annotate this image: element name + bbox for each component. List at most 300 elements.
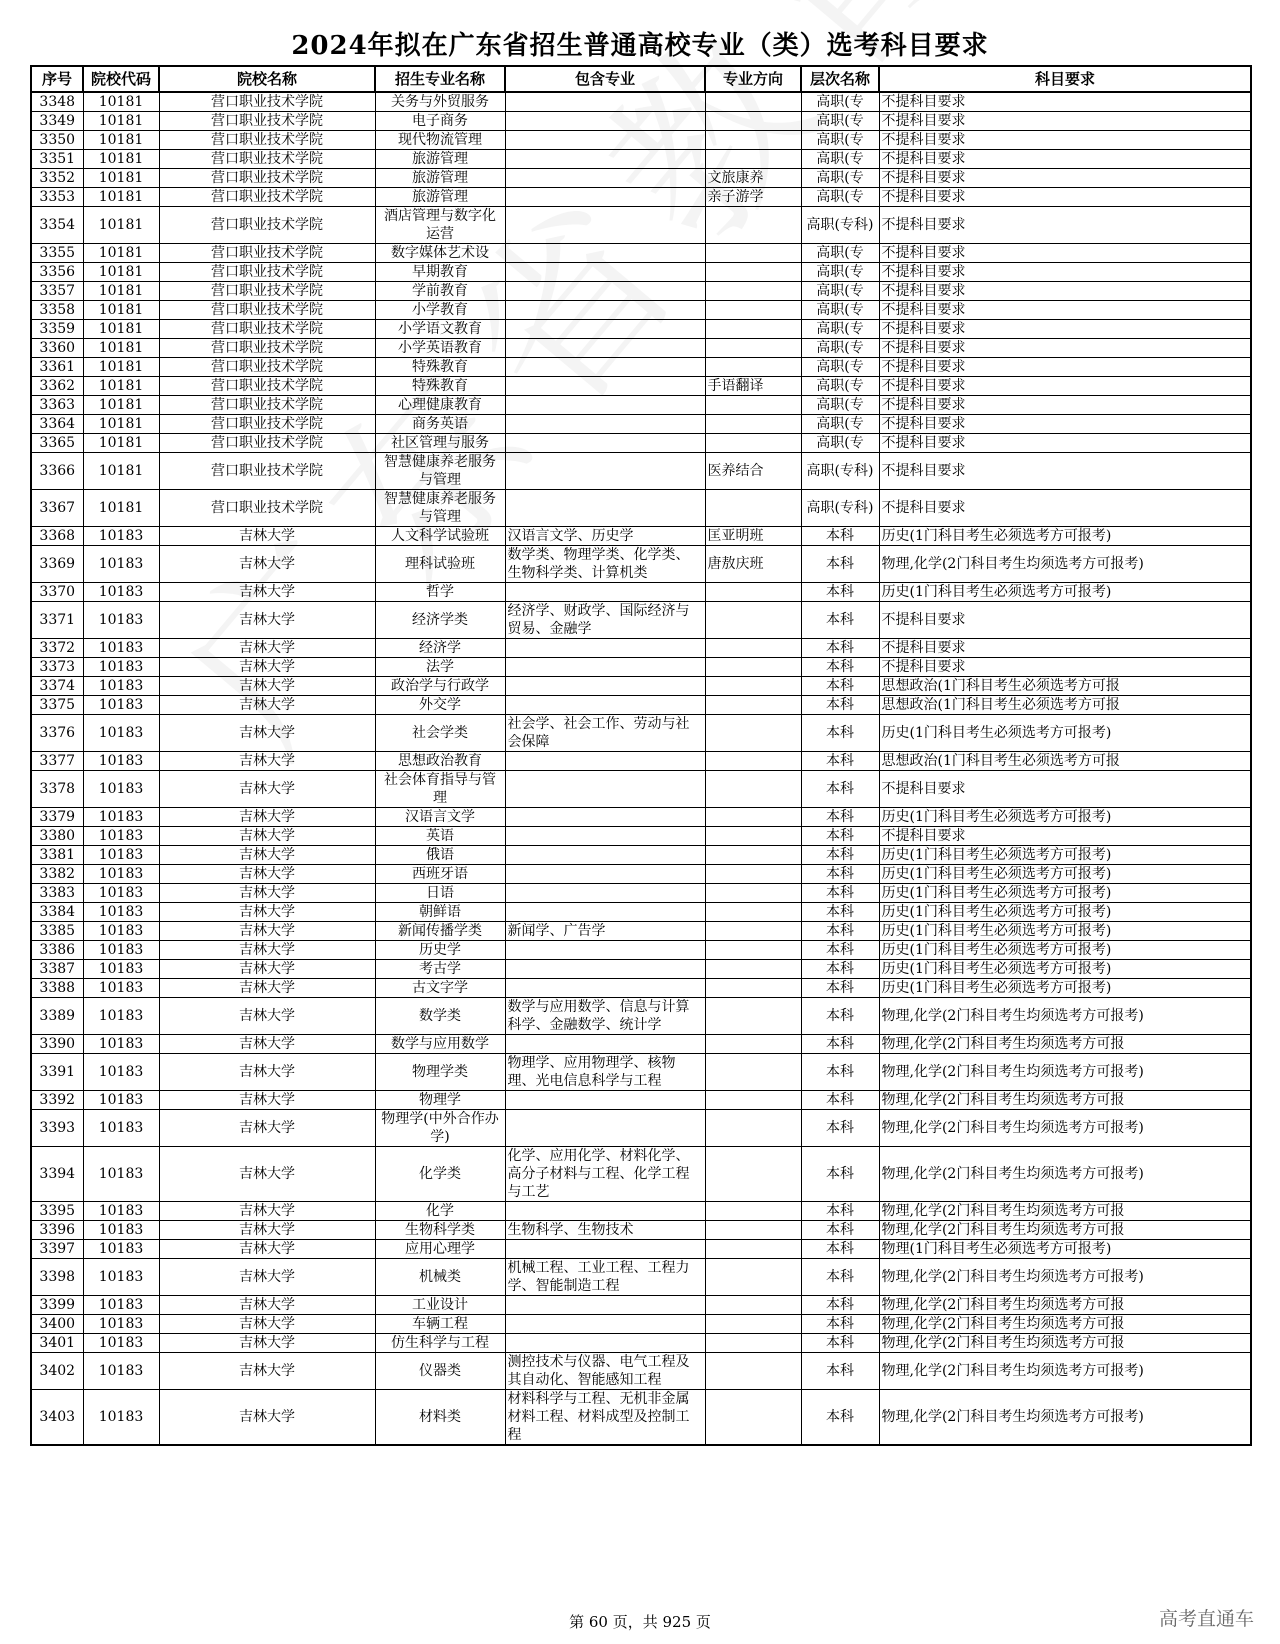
cell-included-majors: 物理学、应用物理学、核物理、光电信息科学与工程 — [505, 1054, 705, 1091]
cell-index: 3400 — [31, 1315, 83, 1334]
cell-level: 本科 — [801, 1390, 879, 1446]
cell-level: 本科 — [801, 1091, 879, 1110]
cell-school-name: 吉林大学 — [159, 979, 375, 998]
cell-direction — [705, 92, 801, 112]
cell-direction: 文旅康养 — [705, 169, 801, 188]
cell-school-name: 营口职业技术学院 — [159, 131, 375, 150]
cell-index: 3374 — [31, 677, 83, 696]
cell-included-majors — [505, 207, 705, 244]
cell-major-name: 新闻传播学类 — [375, 922, 505, 941]
cell-major-name: 考古学 — [375, 960, 505, 979]
cell-subject-requirement: 物理,化学(2门科目考生均须选考方可报 — [879, 1296, 1251, 1315]
cell-index: 3351 — [31, 150, 83, 169]
cell-school-name: 营口职业技术学院 — [159, 263, 375, 282]
cell-included-majors — [505, 358, 705, 377]
cell-school-code: 10183 — [83, 960, 159, 979]
cell-school-code: 10181 — [83, 207, 159, 244]
cell-school-name: 营口职业技术学院 — [159, 301, 375, 320]
cell-included-majors — [505, 1035, 705, 1054]
cell-index: 3371 — [31, 602, 83, 639]
cell-major-name: 小学语文教育 — [375, 320, 505, 339]
cell-subject-requirement: 物理,化学(2门科目考生均须选考方可报 — [879, 1334, 1251, 1353]
cell-school-name: 吉林大学 — [159, 827, 375, 846]
cell-school-name: 营口职业技术学院 — [159, 150, 375, 169]
cell-subject-requirement: 不提科目要求 — [879, 92, 1251, 112]
cell-direction — [705, 415, 801, 434]
cell-school-name: 吉林大学 — [159, 941, 375, 960]
table-header-row — [31, 66, 1251, 92]
cell-subject-requirement: 历史(1门科目考生必须选考方可报考) — [879, 884, 1251, 903]
cell-subject-requirement: 物理,化学(2门科目考生均须选考方可报考) — [879, 1110, 1251, 1147]
cell-included-majors: 经济学、财政学、国际经济与贸易、金融学 — [505, 602, 705, 639]
cell-level: 本科 — [801, 527, 879, 546]
table-row — [31, 1315, 1251, 1334]
cell-included-majors — [505, 1091, 705, 1110]
cell-subject-requirement: 不提科目要求 — [879, 415, 1251, 434]
table-row — [31, 1296, 1251, 1315]
cell-school-name: 吉林大学 — [159, 1035, 375, 1054]
cell-index: 3376 — [31, 715, 83, 752]
header-direction: 专业方向 — [705, 66, 801, 92]
cell-school-code: 10183 — [83, 998, 159, 1035]
cell-level: 本科 — [801, 639, 879, 658]
cell-level: 高职(专 — [801, 396, 879, 415]
cell-direction: 医养结合 — [705, 453, 801, 490]
header-subject-requirement: 科目要求 — [879, 66, 1251, 92]
table-row — [31, 92, 1251, 112]
cell-school-code: 10183 — [83, 865, 159, 884]
cell-index: 3390 — [31, 1035, 83, 1054]
cell-included-majors — [505, 696, 705, 715]
table-row — [31, 658, 1251, 677]
cell-school-code: 10183 — [83, 546, 159, 583]
cell-included-majors — [505, 771, 705, 808]
cell-major-name: 机械类 — [375, 1259, 505, 1296]
cell-index: 3357 — [31, 282, 83, 301]
cell-school-name: 吉林大学 — [159, 715, 375, 752]
cell-index: 3392 — [31, 1091, 83, 1110]
cell-school-code: 10183 — [83, 1221, 159, 1240]
cell-level: 高职(专 — [801, 244, 879, 263]
cell-school-name: 营口职业技术学院 — [159, 112, 375, 131]
cell-school-name: 吉林大学 — [159, 1110, 375, 1147]
cell-major-name: 特殊教育 — [375, 377, 505, 396]
table-row — [31, 903, 1251, 922]
cell-school-code: 10183 — [83, 1035, 159, 1054]
cell-direction — [705, 941, 801, 960]
cell-major-name: 思想政治教育 — [375, 752, 505, 771]
cell-major-name: 社会体育指导与管理 — [375, 771, 505, 808]
cell-direction — [705, 1035, 801, 1054]
brand-logo-text: 高考直通车 — [1158, 1608, 1254, 1630]
table-row — [31, 434, 1251, 453]
cell-school-code: 10181 — [83, 301, 159, 320]
cell-major-name: 旅游管理 — [375, 169, 505, 188]
cell-subject-requirement: 思想政治(1门科目考生必须选考方可报 — [879, 752, 1251, 771]
cell-level: 高职(专 — [801, 131, 879, 150]
table-row — [31, 771, 1251, 808]
table-row — [31, 1334, 1251, 1353]
cell-direction — [705, 282, 801, 301]
header-included-majors: 包含专业 — [505, 66, 705, 92]
cell-index: 3388 — [31, 979, 83, 998]
header-major-name: 招生专业名称 — [375, 66, 505, 92]
table-row — [31, 827, 1251, 846]
cell-subject-requirement: 不提科目要求 — [879, 453, 1251, 490]
cell-school-code: 10183 — [83, 696, 159, 715]
cell-school-name: 吉林大学 — [159, 677, 375, 696]
cell-subject-requirement: 物理,化学(2门科目考生均须选考方可报考) — [879, 1353, 1251, 1390]
cell-major-name: 旅游管理 — [375, 188, 505, 207]
table-row — [31, 602, 1251, 639]
cell-direction — [705, 903, 801, 922]
cell-subject-requirement: 历史(1门科目考生必须选考方可报考) — [879, 715, 1251, 752]
cell-included-majors: 社会学、社会工作、劳动与社会保障 — [505, 715, 705, 752]
page-title: 2024年拟在广东省招生普通高校专业（类）选考科目要求 — [291, 31, 989, 61]
cell-level: 本科 — [801, 752, 879, 771]
cell-level: 高职(专 — [801, 301, 879, 320]
cell-major-name: 车辆工程 — [375, 1315, 505, 1334]
cell-included-majors — [505, 677, 705, 696]
cell-subject-requirement: 物理,化学(2门科目考生均须选考方可报考) — [879, 1390, 1251, 1446]
header-school-name: 院校名称 — [159, 66, 375, 92]
cell-level: 本科 — [801, 1054, 879, 1091]
table-row — [31, 884, 1251, 903]
cell-included-majors — [505, 941, 705, 960]
cell-index: 3359 — [31, 320, 83, 339]
cell-major-name: 应用心理学 — [375, 1240, 505, 1259]
cell-school-code: 10181 — [83, 131, 159, 150]
cell-included-majors — [505, 396, 705, 415]
cell-major-name: 仿生科学与工程 — [375, 1334, 505, 1353]
cell-included-majors — [505, 1110, 705, 1147]
cell-index: 3368 — [31, 527, 83, 546]
cell-school-code: 10181 — [83, 150, 159, 169]
cell-included-majors — [505, 752, 705, 771]
cell-major-name: 外交学 — [375, 696, 505, 715]
table-row — [31, 960, 1251, 979]
cell-major-name: 生物科学类 — [375, 1221, 505, 1240]
cell-index: 3395 — [31, 1202, 83, 1221]
cell-index: 3353 — [31, 188, 83, 207]
cell-major-name: 法学 — [375, 658, 505, 677]
cell-school-name: 吉林大学 — [159, 1221, 375, 1240]
cell-subject-requirement: 不提科目要求 — [879, 639, 1251, 658]
cell-level: 本科 — [801, 1353, 879, 1390]
cell-level: 本科 — [801, 546, 879, 583]
cell-direction — [705, 1259, 801, 1296]
cell-included-majors: 机械工程、工业工程、工程力学、智能制造工程 — [505, 1259, 705, 1296]
cell-level: 本科 — [801, 771, 879, 808]
cell-index: 3354 — [31, 207, 83, 244]
cell-included-majors — [505, 112, 705, 131]
cell-major-name: 古文字学 — [375, 979, 505, 998]
cell-direction — [705, 884, 801, 903]
cell-school-code: 10183 — [83, 903, 159, 922]
cell-level: 高职(专科) — [801, 490, 879, 527]
cell-school-code: 10183 — [83, 639, 159, 658]
cell-direction — [705, 1353, 801, 1390]
cell-index: 3391 — [31, 1054, 83, 1091]
cell-included-majors — [505, 92, 705, 112]
cell-direction — [705, 207, 801, 244]
cell-direction — [705, 263, 801, 282]
cell-school-code: 10183 — [83, 979, 159, 998]
cell-subject-requirement: 不提科目要求 — [879, 771, 1251, 808]
cell-index: 3369 — [31, 546, 83, 583]
cell-included-majors — [505, 1296, 705, 1315]
cell-level: 高职(专 — [801, 112, 879, 131]
cell-school-name: 营口职业技术学院 — [159, 453, 375, 490]
cell-subject-requirement: 不提科目要求 — [879, 301, 1251, 320]
cell-school-code: 10183 — [83, 715, 159, 752]
table-row — [31, 396, 1251, 415]
cell-major-name: 早期教育 — [375, 263, 505, 282]
cell-major-name: 数学与应用数学 — [375, 1035, 505, 1054]
cell-index: 3396 — [31, 1221, 83, 1240]
cell-index: 3364 — [31, 415, 83, 434]
cell-included-majors — [505, 339, 705, 358]
cell-included-majors — [505, 282, 705, 301]
cell-major-name: 社区管理与服务 — [375, 434, 505, 453]
cell-index: 3393 — [31, 1110, 83, 1147]
cell-level: 本科 — [801, 922, 879, 941]
cell-major-name: 汉语言文学 — [375, 808, 505, 827]
cell-included-majors — [505, 320, 705, 339]
table-row — [31, 358, 1251, 377]
cell-direction — [705, 358, 801, 377]
cell-school-code: 10181 — [83, 358, 159, 377]
cell-subject-requirement: 历史(1门科目考生必须选考方可报考) — [879, 979, 1251, 998]
cell-school-code: 10183 — [83, 658, 159, 677]
cell-school-name: 营口职业技术学院 — [159, 490, 375, 527]
table-row — [31, 169, 1251, 188]
cell-index: 3372 — [31, 639, 83, 658]
table-row — [31, 1202, 1251, 1221]
cell-index: 3385 — [31, 922, 83, 941]
table-row — [31, 453, 1251, 490]
cell-school-code: 10183 — [83, 752, 159, 771]
cell-school-code: 10181 — [83, 92, 159, 112]
cell-included-majors — [505, 583, 705, 602]
cell-index: 3378 — [31, 771, 83, 808]
cell-direction — [705, 1202, 801, 1221]
cell-level: 高职(专 — [801, 169, 879, 188]
cell-school-name: 吉林大学 — [159, 903, 375, 922]
cell-direction — [705, 846, 801, 865]
cell-subject-requirement: 物理,化学(2门科目考生均须选考方可报 — [879, 1202, 1251, 1221]
cell-school-name: 吉林大学 — [159, 998, 375, 1035]
cell-school-code: 10183 — [83, 884, 159, 903]
cell-subject-requirement: 不提科目要求 — [879, 358, 1251, 377]
cell-index: 3363 — [31, 396, 83, 415]
cell-included-majors: 新闻学、广告学 — [505, 922, 705, 941]
cell-major-name: 政治学与行政学 — [375, 677, 505, 696]
cell-school-name: 营口职业技术学院 — [159, 339, 375, 358]
cell-index: 3355 — [31, 244, 83, 263]
cell-direction: 唐敖庆班 — [705, 546, 801, 583]
cell-school-code: 10183 — [83, 1147, 159, 1202]
cell-level: 本科 — [801, 1202, 879, 1221]
cell-direction — [705, 998, 801, 1035]
cell-level: 本科 — [801, 602, 879, 639]
cell-school-code: 10181 — [83, 377, 159, 396]
cell-school-code: 10181 — [83, 169, 159, 188]
cell-index: 3387 — [31, 960, 83, 979]
cell-school-code: 10183 — [83, 922, 159, 941]
cell-school-name: 营口职业技术学院 — [159, 320, 375, 339]
cell-level: 高职(专 — [801, 358, 879, 377]
cell-school-code: 10183 — [83, 1296, 159, 1315]
cell-included-majors — [505, 960, 705, 979]
cell-major-name: 小学教育 — [375, 301, 505, 320]
cell-index: 3373 — [31, 658, 83, 677]
cell-school-name: 营口职业技术学院 — [159, 377, 375, 396]
cell-major-name: 仪器类 — [375, 1353, 505, 1390]
cell-included-majors — [505, 434, 705, 453]
cell-major-name: 商务英语 — [375, 415, 505, 434]
cell-major-name: 物理学 — [375, 1091, 505, 1110]
cell-school-code: 10183 — [83, 1110, 159, 1147]
cell-level: 本科 — [801, 583, 879, 602]
cell-direction — [705, 1296, 801, 1315]
cell-included-majors — [505, 415, 705, 434]
cell-direction — [705, 396, 801, 415]
cell-included-majors — [505, 827, 705, 846]
cell-index: 3375 — [31, 696, 83, 715]
cell-level: 本科 — [801, 1259, 879, 1296]
cell-school-code: 10183 — [83, 602, 159, 639]
table-row — [31, 979, 1251, 998]
cell-direction: 手语翻译 — [705, 377, 801, 396]
table-row — [31, 715, 1251, 752]
cell-direction — [705, 771, 801, 808]
cell-school-name: 吉林大学 — [159, 602, 375, 639]
cell-school-name: 吉林大学 — [159, 1296, 375, 1315]
cell-school-name: 吉林大学 — [159, 771, 375, 808]
cell-included-majors — [505, 301, 705, 320]
cell-school-name: 吉林大学 — [159, 658, 375, 677]
cell-index: 3367 — [31, 490, 83, 527]
cell-subject-requirement: 不提科目要求 — [879, 827, 1251, 846]
cell-direction — [705, 979, 801, 998]
table-row — [31, 639, 1251, 658]
cell-index: 3398 — [31, 1259, 83, 1296]
table-row — [31, 752, 1251, 771]
cell-level: 高职(专 — [801, 150, 879, 169]
cell-subject-requirement: 不提科目要求 — [879, 339, 1251, 358]
cell-direction — [705, 1390, 801, 1446]
cell-school-code: 10181 — [83, 434, 159, 453]
cell-major-name: 数学类 — [375, 998, 505, 1035]
cell-direction — [705, 1221, 801, 1240]
cell-direction — [705, 150, 801, 169]
cell-school-name: 吉林大学 — [159, 752, 375, 771]
cell-school-code: 10181 — [83, 244, 159, 263]
cell-major-name: 特殊教育 — [375, 358, 505, 377]
cell-school-code: 10181 — [83, 415, 159, 434]
cell-index: 3377 — [31, 752, 83, 771]
cell-school-name: 吉林大学 — [159, 1390, 375, 1446]
cell-level: 高职(专 — [801, 188, 879, 207]
cell-direction — [705, 715, 801, 752]
cell-school-name: 营口职业技术学院 — [159, 169, 375, 188]
cell-included-majors — [505, 1315, 705, 1334]
cell-index: 3382 — [31, 865, 83, 884]
cell-subject-requirement: 不提科目要求 — [879, 207, 1251, 244]
cell-included-majors: 化学、应用化学、材料化学、高分子材料与工程、化学工程与工艺 — [505, 1147, 705, 1202]
cell-subject-requirement: 物理,化学(2门科目考生均须选考方可报考) — [879, 998, 1251, 1035]
cell-index: 3380 — [31, 827, 83, 846]
cell-subject-requirement: 不提科目要求 — [879, 434, 1251, 453]
table-row — [31, 696, 1251, 715]
cell-major-name: 材料类 — [375, 1390, 505, 1446]
cell-index: 3370 — [31, 583, 83, 602]
cell-direction — [705, 583, 801, 602]
cell-direction — [705, 696, 801, 715]
cell-school-code: 10181 — [83, 188, 159, 207]
cell-direction — [705, 1315, 801, 1334]
table-row — [31, 677, 1251, 696]
cell-subject-requirement: 历史(1门科目考生必须选考方可报考) — [879, 808, 1251, 827]
cell-level: 本科 — [801, 696, 879, 715]
cell-school-name: 吉林大学 — [159, 546, 375, 583]
cell-major-name: 社会学类 — [375, 715, 505, 752]
cell-school-name: 吉林大学 — [159, 527, 375, 546]
cell-included-majors — [505, 979, 705, 998]
cell-level: 本科 — [801, 884, 879, 903]
cell-major-name: 人文科学试验班 — [375, 527, 505, 546]
cell-school-name: 吉林大学 — [159, 960, 375, 979]
cell-level: 高职(专 — [801, 339, 879, 358]
cell-school-code: 10183 — [83, 1240, 159, 1259]
cell-level: 本科 — [801, 677, 879, 696]
cell-school-code: 10183 — [83, 527, 159, 546]
cell-subject-requirement: 不提科目要求 — [879, 188, 1251, 207]
cell-included-majors: 汉语言文学、历史学 — [505, 527, 705, 546]
cell-included-majors — [505, 1240, 705, 1259]
cell-index: 3350 — [31, 131, 83, 150]
cell-subject-requirement: 物理,化学(2门科目考生均须选考方可报 — [879, 1315, 1251, 1334]
cell-included-majors — [505, 453, 705, 490]
table-row — [31, 490, 1251, 527]
cell-index: 3389 — [31, 998, 83, 1035]
cell-direction — [705, 752, 801, 771]
cell-subject-requirement: 物理(1门科目考生必须选考方可报考) — [879, 1240, 1251, 1259]
table-row — [31, 1091, 1251, 1110]
cell-index: 3386 — [31, 941, 83, 960]
cell-index: 3352 — [31, 169, 83, 188]
cell-subject-requirement: 历史(1门科目考生必须选考方可报考) — [879, 922, 1251, 941]
cell-subject-requirement: 不提科目要求 — [879, 131, 1251, 150]
cell-school-name: 吉林大学 — [159, 1091, 375, 1110]
table-row — [31, 583, 1251, 602]
cell-direction — [705, 658, 801, 677]
cell-index: 3365 — [31, 434, 83, 453]
table-row — [31, 865, 1251, 884]
cell-major-name: 俄语 — [375, 846, 505, 865]
cell-subject-requirement: 历史(1门科目考生必须选考方可报考) — [879, 527, 1251, 546]
cell-school-code: 10183 — [83, 1390, 159, 1446]
table-row — [31, 846, 1251, 865]
cell-school-code: 10181 — [83, 490, 159, 527]
table-row — [31, 546, 1251, 583]
table-row — [31, 377, 1251, 396]
cell-major-name: 工业设计 — [375, 1296, 505, 1315]
cell-included-majors — [505, 490, 705, 527]
cell-direction — [705, 865, 801, 884]
cell-direction: 匡亚明班 — [705, 527, 801, 546]
